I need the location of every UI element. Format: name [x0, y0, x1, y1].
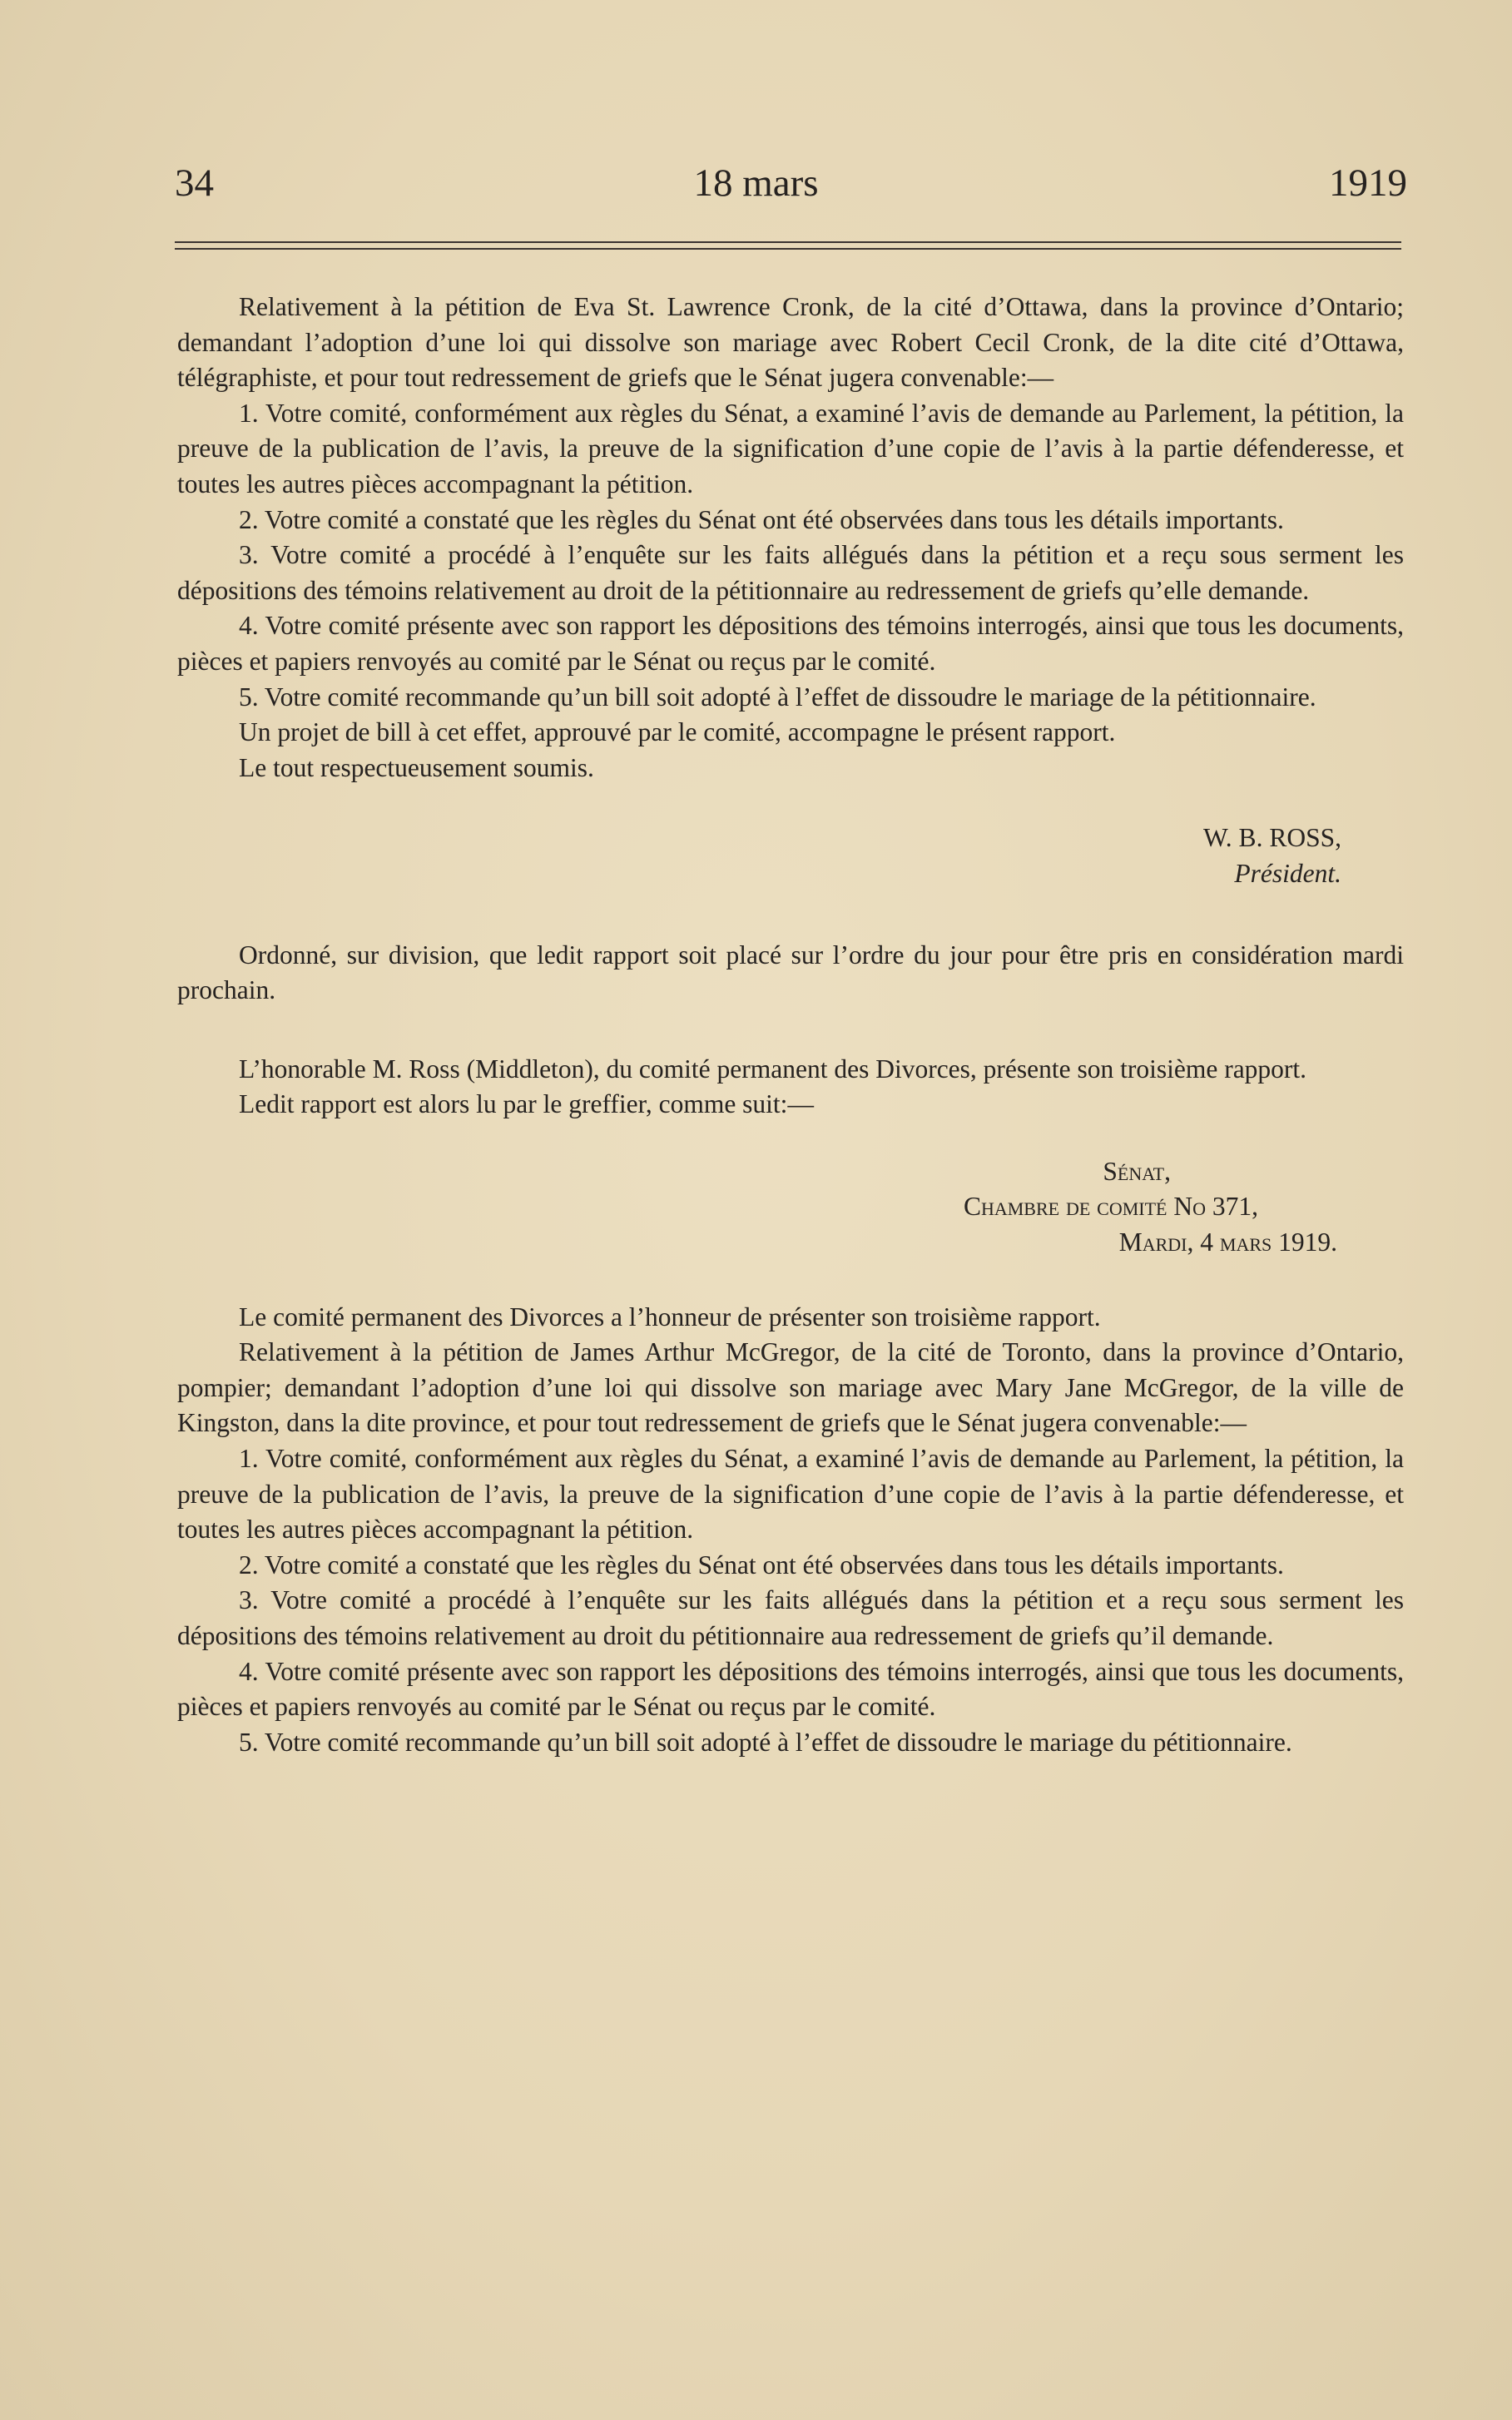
heading-senate: Sénat,: [1103, 1156, 1171, 1186]
order-paragraph: Ordonné, sur division, que ledit rapport soit placé sur l’ordre du jour pour être pris en considération mardi prochain.: [177, 940, 1404, 1005]
header-rule-top: [175, 241, 1401, 243]
body-text: [177, 290, 1404, 1760]
report1-item-2: 2. Votre comité a constaté que les règles du Sénat ont été observées dans tous les détails importants.: [239, 504, 1284, 534]
signature-name: W. B. ROSS,: [1202, 823, 1341, 853]
report2-item-4: 4. Votre comité présente avec son rapport les dépositions des témoins interrogés, ainsi que tous les documents, pièces et papiers renvoyés au comité par le Sénat ou reçus par le comité.: [177, 1656, 1404, 1722]
report2-item-3: 3. Votre comité a procédé à l’enquête sur les faits allégués dans la pétition et a reçu sous serment les dépositions des témoins relativement au droit du pétitionnaire aua redressement de griefs qu’il demande.: [177, 1585, 1404, 1650]
heading-date: Mardi, 4 mars 1919.: [1118, 1227, 1337, 1257]
reading-paragraph: Ledit rapport est alors lu par le greffier, comme suit:—: [239, 1089, 814, 1119]
report1-bill-note: Un projet de bill à cet effet, approuvé par le comité, accompagne le présent rapport.: [239, 717, 1116, 747]
page-year: 1919: [1329, 161, 1407, 205]
header-rule-bottom: [175, 248, 1401, 250]
presentation-paragraph: L’honorable M. Ross (Middleton), du comité permanent des Divorces, présente son troisième rapport.: [239, 1054, 1307, 1084]
report1-item-4: 4. Votre comité présente avec son rapport les dépositions des témoins interrogés, ainsi que tous les documents, pièces et papiers renvoyés au comité par le Sénat ou reçus par le comité.: [177, 611, 1404, 676]
page-number: 34: [175, 161, 214, 205]
report1-item-3: 3. Votre comité a procédé à l’enquête sur les faits allégués dans la pétition et a reçu sous serment les dépositions des témoins relativement au droit de la pétitionnaire au redressement de griefs qu’elle demande.: [177, 540, 1404, 605]
signature-title: Président.: [1234, 858, 1341, 888]
report1-closing: Le tout respectueusement soumis.: [239, 752, 594, 782]
report2-item-2: 2. Votre comité a constaté que les règles du Sénat ont été observées dans tous les détails importants.: [239, 1550, 1284, 1579]
report2-item-1: 1. Votre comité, conformément aux règles du Sénat, a examiné l’avis de demande au Parlement, la pétition, la preuve de la publication de l’avis, la preuve de la signification d’une copie de l’avis à la partie défenderesse, et toutes les autres pièces accompagnant la pétition.: [177, 1444, 1404, 1545]
heading-room: Chambre de comité No 371,: [963, 1192, 1258, 1222]
report2-item-5: 5. Votre comité recommande qu’un bill soit adopté à l’effet de dissoudre le mariage du pétitionnaire.: [239, 1727, 1292, 1757]
report1-intro: Relativement à la pétition de Eva St. Lawrence Cronk, de la cité d’Ottawa, dans la province d’Ontario; demandant l’adoption d’une loi qui dissolve son mariage avec Robert Cecil Cronk, de la dite cité d’Ottawa, télégraphiste, et pour tout redressement de griefs que le Sénat jugera convenable:—: [177, 292, 1404, 393]
report2-opening: Le comité permanent des Divorces a l’honneur de présenter son troisième rapport.: [239, 1302, 1101, 1331]
report1-item-1: 1. Votre comité, conformément aux règles du Sénat, a examiné l’avis de demande au Parlement, la pétition, la preuve de la publication de l’avis, la preuve de la signification d’une copie de l’avis à la partie défenderesse, et toutes les autres pièces accompagnant la pétition.: [177, 398, 1404, 498]
report1-item-5: 5. Votre comité recommande qu’un bill soit adopté à l’effet de dissoudre le mariage de la pétitionnaire.: [239, 682, 1316, 712]
report2-intro: Relativement à la pétition de James Arthur McGregor, de la cité de Toronto, dans la province d’Ontario, pompier; demandant l’adoption d’une loi qui dissolve son mariage avec Mary Jane McGregor, de la ville de Kingston, dans la dite province, et pour tout redressement de griefs que le Sénat jugera convenable:—: [177, 1337, 1404, 1438]
page-date: 18 mars: [693, 161, 819, 205]
